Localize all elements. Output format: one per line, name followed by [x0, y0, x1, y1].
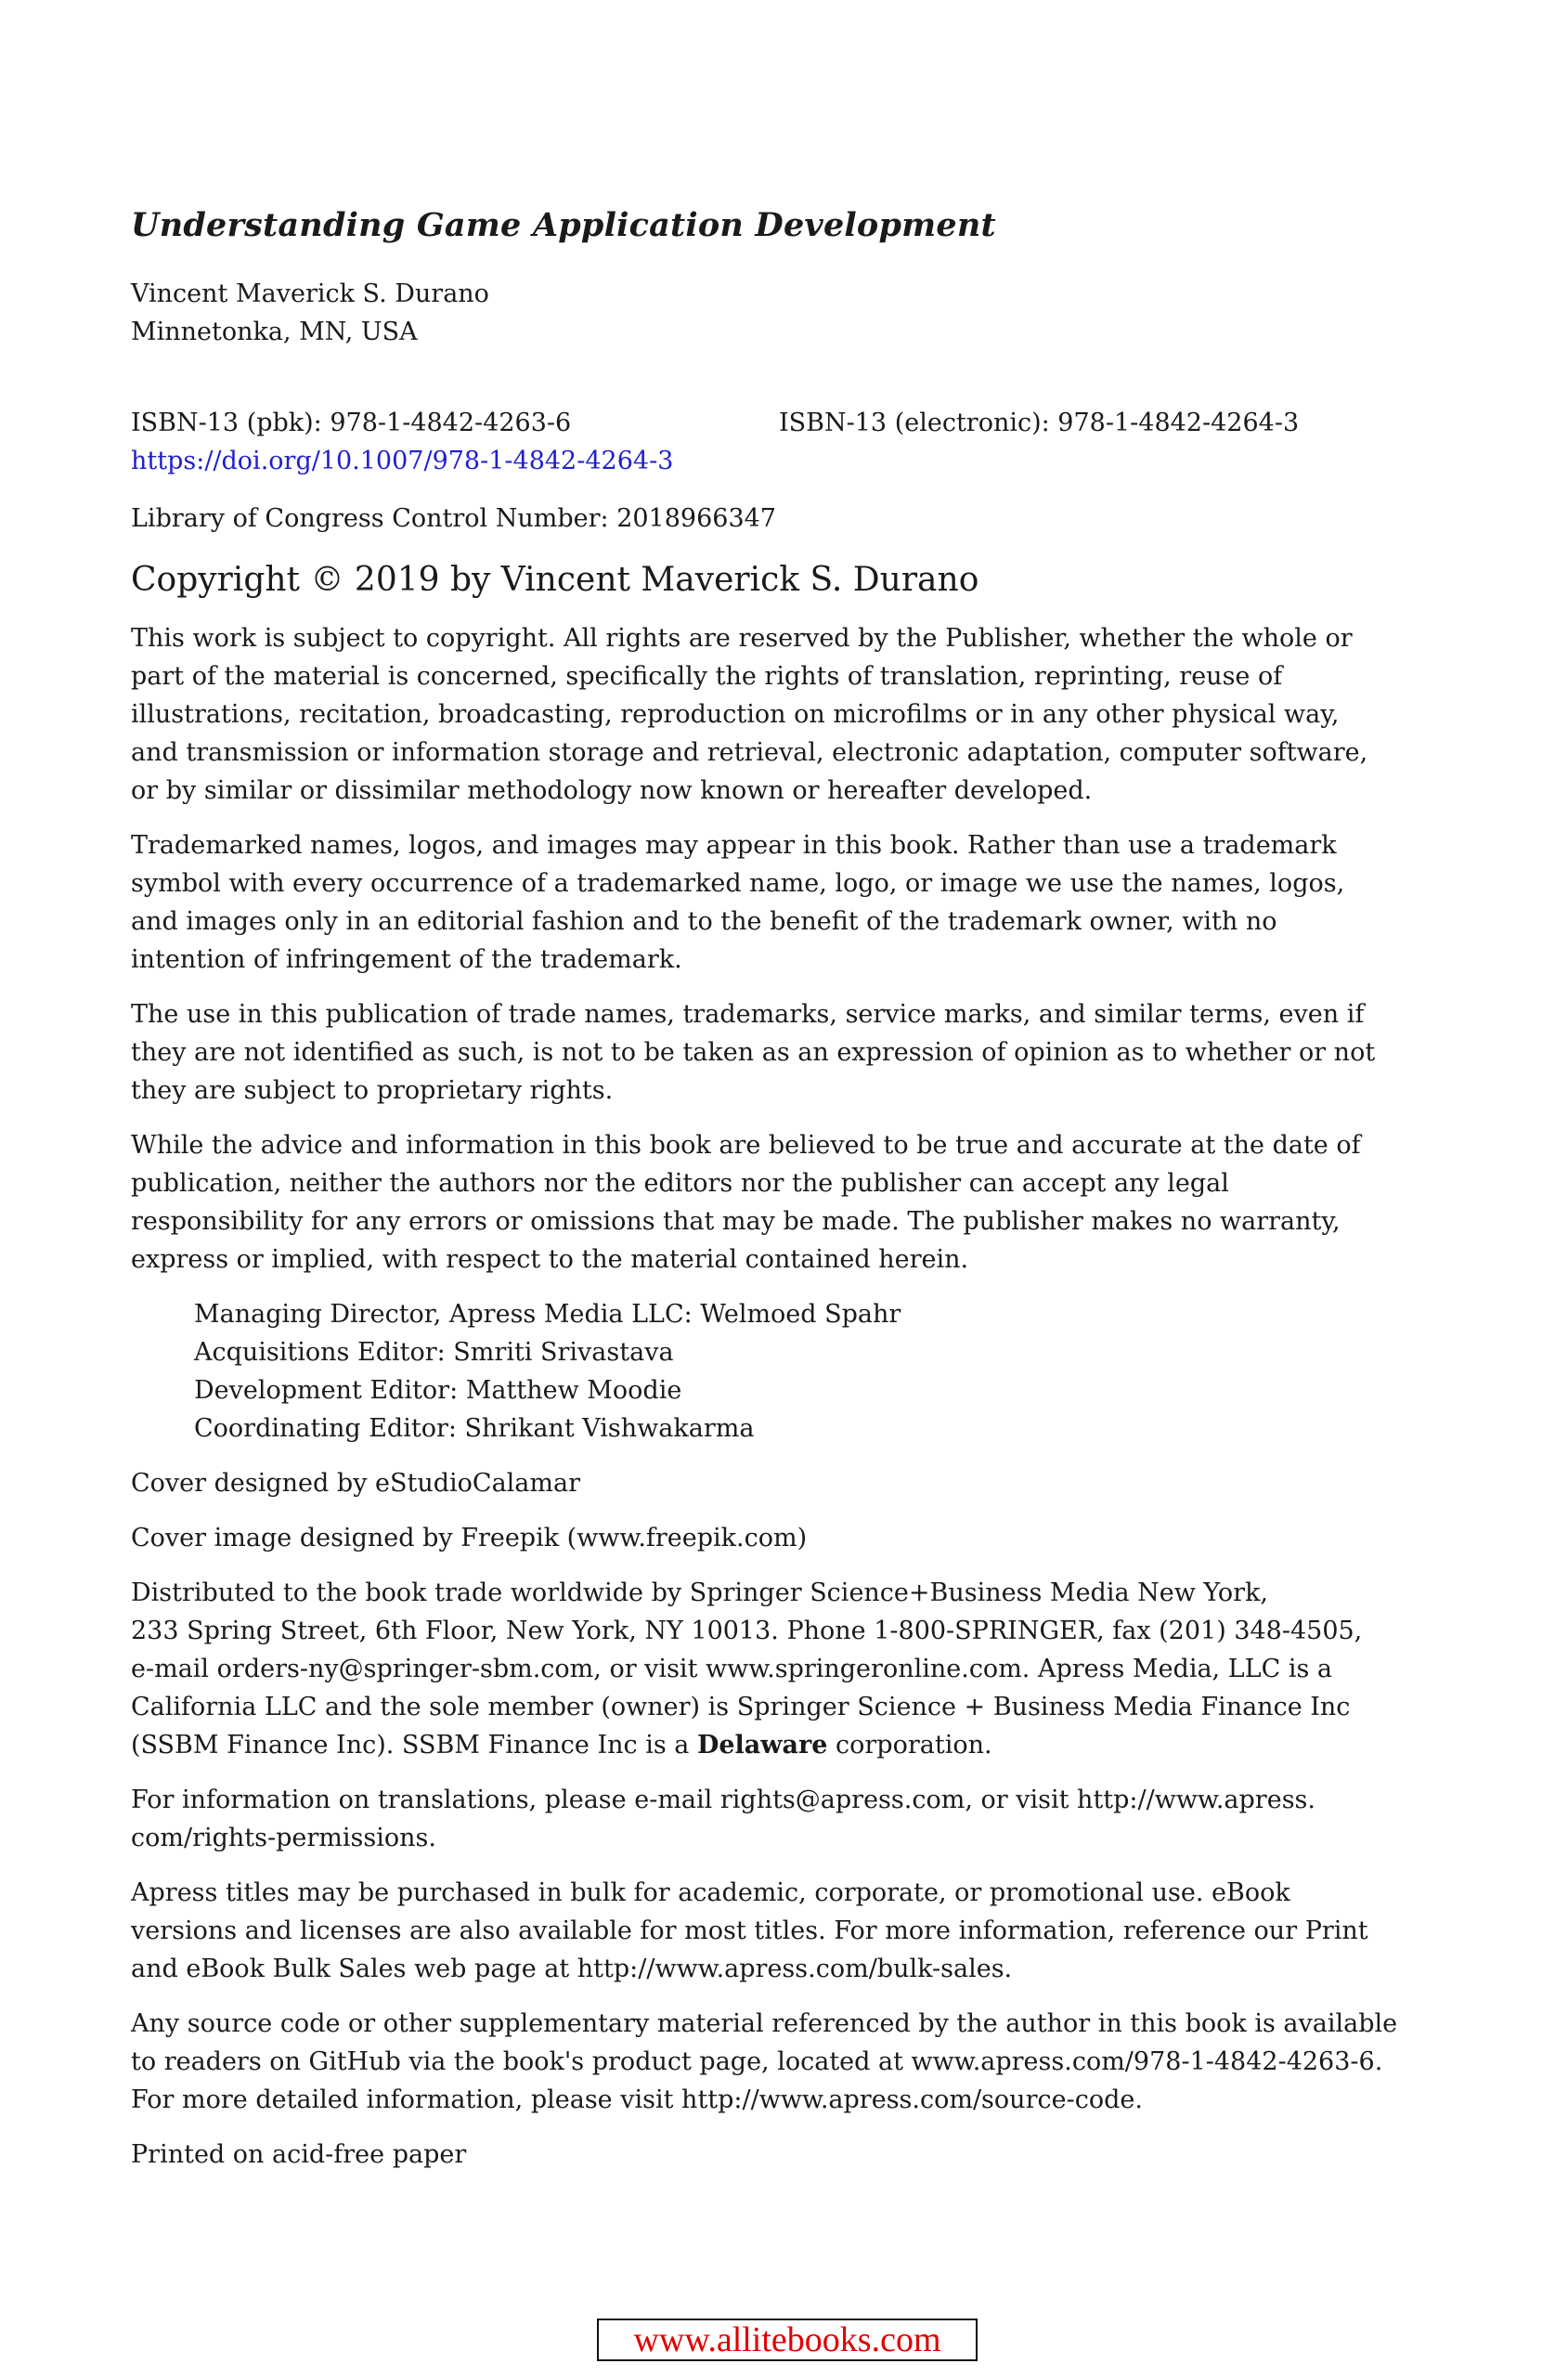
- author-location: Minnetonka, MN, USA: [131, 318, 418, 346]
- text-line: publication, neither the authors nor the editors nor the publisher can accept any legal: [131, 1169, 1229, 1198]
- text-line: versions and licenses are also available for most titles. For more information, reference our Print: [131, 1916, 1368, 1945]
- text-line: [131, 1726, 1449, 1764]
- credit-acquisitions-editor: Acquisitions Editor: Smriti Srivastava: [194, 1338, 674, 1367]
- credit-development-editor: Development Editor: Matthew Moodie: [194, 1376, 682, 1405]
- text-line: For more detailed information, please visit http://www.apress.com/source-code.: [131, 2085, 1143, 2114]
- doi-link[interactable]: https://doi.org/10.1007/978-1-4842-4264-3: [131, 447, 674, 475]
- paragraph-bulk-sales: [131, 1874, 1449, 1988]
- isbn-block: [131, 404, 1449, 480]
- lccn: Library of Congress Control Number: 2018966347: [131, 504, 776, 533]
- paragraph-copyright-notice: [131, 619, 1449, 810]
- text-line: illustrations, recitation, broadcasting, reproduction on microfilms or in any other physical way,: [131, 700, 1340, 729]
- isbn-electronic: ISBN-13 (electronic): 978-1-4842-4264-3: [779, 409, 1300, 437]
- text-line: Apress titles may be purchased in bulk for academic, corporate, or promotional use. eBook: [131, 1878, 1290, 1907]
- isbn-pbk: ISBN-13 (pbk): 978-1-4842-4263-6: [131, 409, 572, 437]
- printed-note: [131, 2136, 1449, 2174]
- text-line: to readers on GitHub via the book's product page, located at www.apress.com/978-1-4842-4263-6.: [131, 2047, 1383, 2076]
- text-fragment: (SSBM Finance Inc). SSBM Finance Inc is a: [131, 1731, 697, 1760]
- paragraph-distribution: [131, 1574, 1449, 1764]
- paragraph-trade-names: [131, 995, 1449, 1110]
- delaware-bold: Delaware: [696, 1731, 828, 1760]
- paragraph-disclaimer: [131, 1126, 1449, 1279]
- text-line: express or implied, with respect to the material contained herein.: [131, 1245, 969, 1274]
- text-fragment: corporation.: [827, 1731, 992, 1760]
- text-line: For information on translations, please e-mail rights@apress.com, or visit http://www.apress.: [131, 1786, 1315, 1814]
- credit-managing-director: Managing Director, Apress Media LLC: Welmoed Spahr: [194, 1300, 901, 1329]
- credits-list: [194, 1295, 1449, 1448]
- book-title: Understanding Game Application Development: [131, 206, 996, 244]
- copyright-heading: Copyright © 2019 by Vincent Maverick S. Durano: [131, 561, 979, 599]
- text-line: This work is subject to copyright. All rights are reserved by the Publisher, whether the whole or: [131, 624, 1353, 653]
- text-line: Cover image designed by Freepik (www.freepik.com): [131, 1524, 808, 1552]
- author-name: Vincent Maverick S. Durano: [131, 279, 489, 308]
- text-line: responsibility for any errors or omissions that may be made. The publisher makes no warranty,: [131, 1207, 1341, 1236]
- credit-coordinating-editor: Coordinating Editor: Shrikant Vishwakarma: [194, 1414, 755, 1443]
- paragraph-source-code: [131, 2005, 1449, 2119]
- text-line: Trademarked names, logos, and images may appear in this book. Rather than use a trademark: [131, 831, 1337, 860]
- text-line: Printed on acid-free paper: [131, 2140, 467, 2169]
- text-line: com/rights-permissions.: [131, 1824, 436, 1852]
- author-block: [131, 275, 489, 351]
- text-line: they are not identified as such, is not to be taken as an expression of opinion as to whether or not: [131, 1038, 1376, 1067]
- watermark-link[interactable]: www.allitebooks.com: [597, 2319, 978, 2361]
- text-line: 233 Spring Street, 6th Floor, New York, NY 10013. Phone 1-800-SPRINGER, fax (201) 348-4505,: [131, 1617, 1363, 1645]
- text-line: While the advice and information in this book are believed to be true and accurate at the date of: [131, 1131, 1361, 1160]
- text-line: part of the material is concerned, specifically the rights of translation, reprinting, reuse of: [131, 662, 1283, 691]
- paragraph-translations: [131, 1781, 1449, 1857]
- text-line: California LLC and the sole member (owner) is Springer Science + Business Media Finance Inc: [131, 1693, 1351, 1721]
- cover-image-credit: [131, 1519, 1449, 1557]
- text-line: symbol with every occurrence of a trademarked name, logo, or image we use the names, logos,: [131, 869, 1345, 898]
- text-line: Cover designed by eStudioCalamar: [131, 1469, 581, 1498]
- text-line: and transmission or information storage and retrieval, electronic adaptation, computer software,: [131, 738, 1368, 767]
- body-text: [131, 619, 1449, 2190]
- text-line: Distributed to the book trade worldwide by Springer Science+Business Media New York,: [131, 1578, 1269, 1607]
- text-line: The use in this publication of trade names, trademarks, service marks, and similar terms, even if: [131, 1000, 1365, 1029]
- text-line: Any source code or other supplementary material referenced by the author in this book is available: [131, 2009, 1398, 2038]
- text-line: and images only in an editorial fashion and to the benefit of the trademark owner, with no: [131, 907, 1277, 936]
- text-line: intention of infringement of the trademark.: [131, 945, 682, 974]
- cover-design-credit: [131, 1464, 1449, 1502]
- text-line: or by similar or dissimilar methodology now known or hereafter developed.: [131, 776, 1093, 805]
- text-line: they are subject to proprietary rights.: [131, 1076, 614, 1105]
- paragraph-trademarks: [131, 826, 1449, 979]
- text-line: and eBook Bulk Sales web page at http://www.apress.com/bulk-sales.: [131, 1955, 1013, 1983]
- text-line: e-mail orders-ny@springer-sbm.com, or visit www.springeronline.com. Apress Media, LLC is a: [131, 1655, 1332, 1683]
